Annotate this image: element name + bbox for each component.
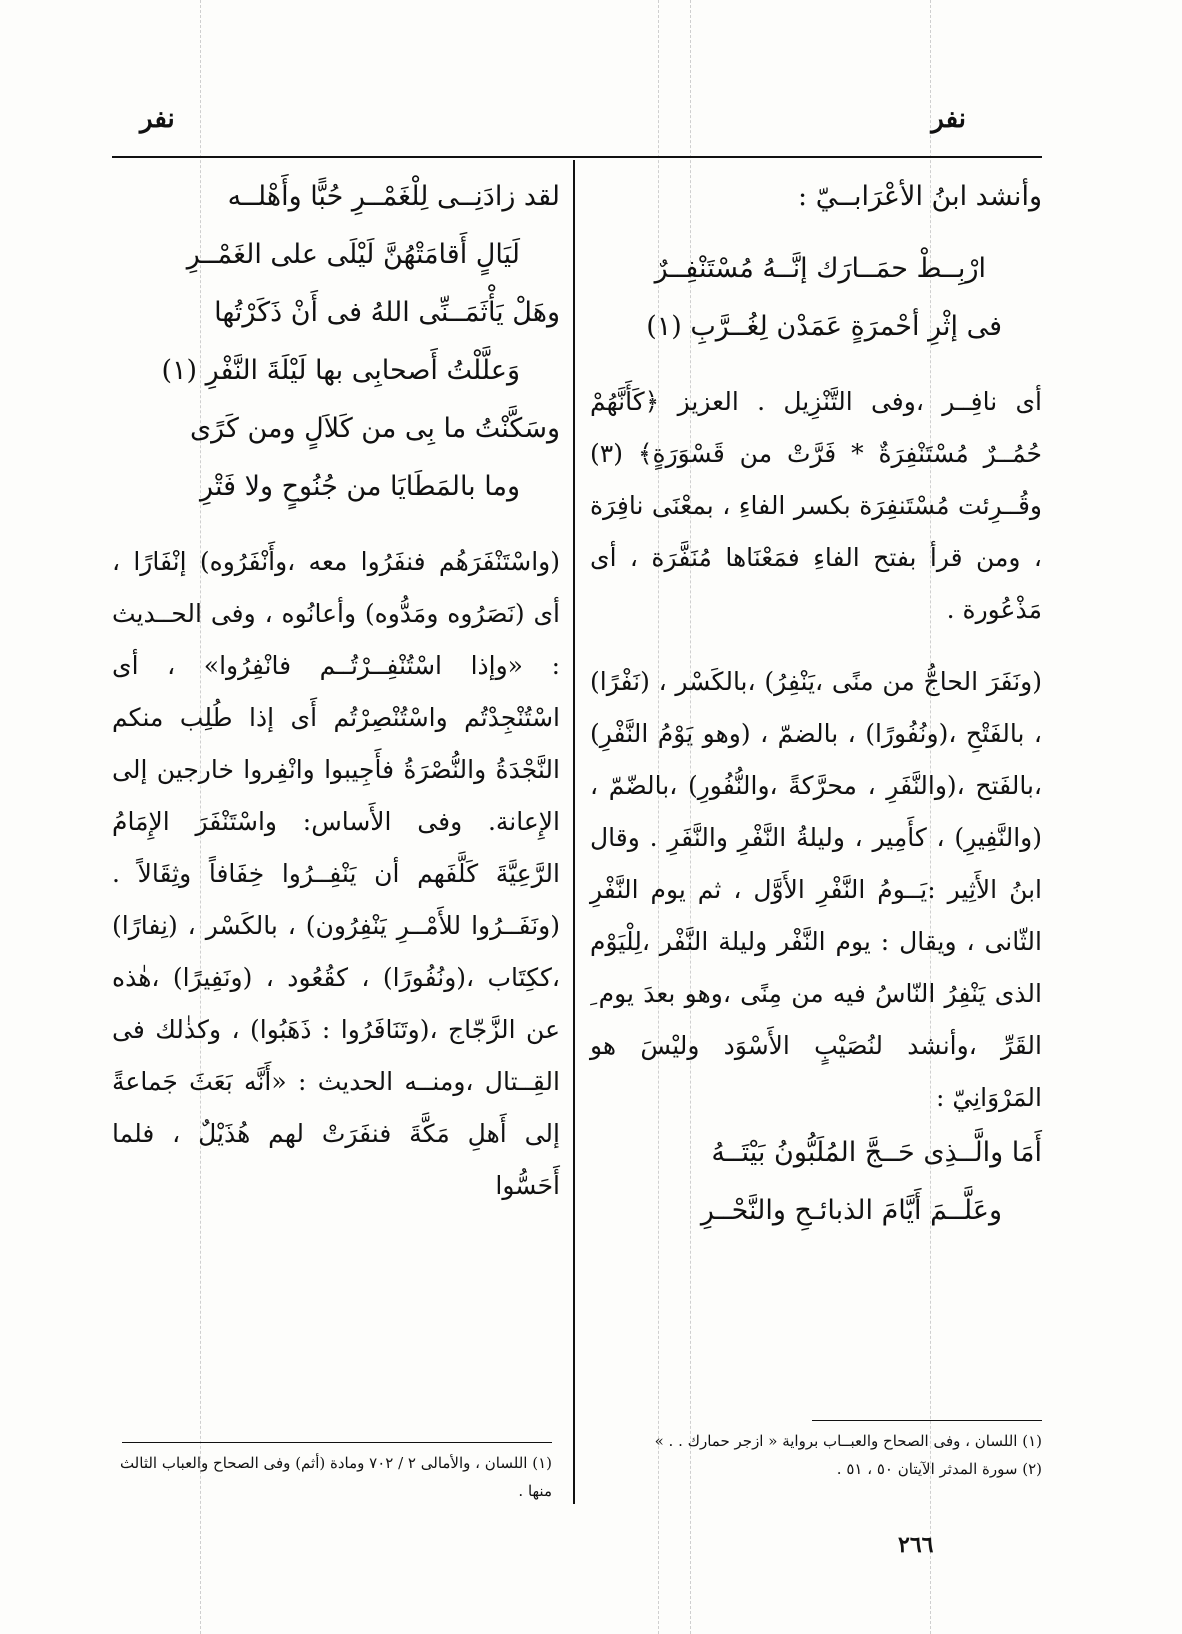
right-footnotes <box>590 1420 1042 1483</box>
verse-intro: وأنشد ابنُ الأعْرَابــيّ : <box>798 181 1042 212</box>
prose-paragraph: (ونَفَرَ الحاجُّ من منًى ،يَنْفِرُ) ،بالكَسْر ، (نَفْرًا) ، بالفَتْحِ ،(ونُفُورًا) ، بالضمّ ، (وهو يَوْمُ النَّفْرِ) ،بالفَتح ،(والنَّفَرِ ، محرَّكةً ،والنُّفُورِ) ،بالضّمّ ،(والنَّفِيرِ) ، كأَمِير ، وليلةُ النَّفْرِ والنَّفَرِ . وقال ابنُ الأَثِير :يَــومُ النَّفْرِ الأَوَّل ، ثم يوم النَّفْرِ الثّانى ، ويقال : يوم النَّفْر وليلة النَّفْر ،لِلْيَوْم الذى يَنْفِرُ النّاسُ فيه من مِنًى ،وهو بعدَ يوم ِ القَرِّ ،وأنشد لنُصَيْبٍ الأَسْوَد وليْسَ هو المَرْوَانِيّ : <box>590 667 1042 1112</box>
verse-line: وسَكَّنْتُ ما بِى من كَلاَلٍ ومن كَرًى <box>190 413 560 444</box>
verse-line: وهَلْ يَأْثَمَــنِّى اللهُ فى أَنْ ذَكَرْتُها <box>214 297 560 328</box>
footnote-rule <box>812 1420 1042 1421</box>
column-divider <box>573 160 575 1504</box>
header-left-word: نفر <box>140 104 175 134</box>
footnote: (١) اللسان ، والأمالى ٢ / ٧٠٢ ومادة (أثم) وفى الصحاح والعباب الثالث منها . <box>119 1454 552 1500</box>
header-right-word: نفر <box>931 104 966 134</box>
left-column <box>112 168 560 1212</box>
header-rule <box>112 156 1042 158</box>
footnote-rule <box>122 1442 552 1443</box>
prose-paragraph: (واسْتَنْفَرَهُم فنفَرُوا معه ،وأَنْفَرُوه) إنْفَارًا ، أى (نَصَرُوه ومَدُّوه) وأعانُوه ، وفى الحــديث : «وإذا اسْتُنْفِــرْتُــم فانْفِرُوا» ، أى اسْتُنْجِدْتُم واسْتُنْصِرْتُم أَى إذا طُلِب منكم النَّجْدَةُ والنُّصْرَةُ فأَجِيبوا وانْفِروا خارجين إلى الإِعانة. وفى الأَساس: واسْتَنْفَرَ الإِمَامُ الرَّعِيَّةَ كَلَّفَهم أن يَنْفِــرُوا خِفَافاً وثِقَالاً . (ونَفَــرُوا للأَمْــرِ يَنْفِرُون) ، بالكَسْر ، (نِفارًا) ،ككِتَاب ،(ونُفُورًا) ، كقُعُود ، (ونَفِيرًا) ،هٰذه عن الزَّجّاج ،(وتَنَافَرُوا : ذَهَبُوا) ، وكذٰلك فى القِــتال ،ومنــه الحديث : «أَنَّه بَعَثَ جَماعةً إلى أَهلِ مَكَّةَ فنفَرَتْ لهم هُذَيْلٌ ، فلما أَحَسُّوا <box>112 547 560 1200</box>
verse-line: وَعلَّلْتُ أَصحابِى بها لَيْلَةَ النَّفْرِ (١) <box>161 355 520 386</box>
verse-line: لقد زادَنِــى لِلْغَمْــرِ حُبًّا وأَهْلــه <box>227 181 560 212</box>
footnote: (٢) سورة المدثر الآيتان ٥٠ ، ٥١ . <box>836 1460 1042 1478</box>
verse-line: وما بالمَطَايَا من جُنُوحٍ ولا فَتْرِ <box>200 471 520 502</box>
footnote: (١) اللسان ، وفى الصحاح والعبــاب برواية « ازجر حمارك . . » <box>654 1432 1042 1450</box>
right-column <box>590 168 1042 1240</box>
verse-line: أَمَا والَّــذِى حَــجَّ المُلَبُّونُ بَيْتَــهُ <box>711 1137 1042 1168</box>
verse-line: ارْبِــطْ حمَــارَك إنَّــهُ مُسْتَنْفِــرٌ <box>654 253 986 284</box>
left-footnotes <box>112 1442 552 1505</box>
verse-line: فى إثْرِ أحْمرَةٍ عَمَدْن لِغُــرَّبِ (١) <box>646 311 1002 342</box>
page-number: ٢٦٦ <box>898 1532 934 1558</box>
verse-line: وعَلَّــمَ أَيَّامَ الذبائـحِ والنَّحْــرِ <box>700 1195 1002 1226</box>
prose-paragraph: أى نافِــر ،وفى التَّنْزِيل . العزيز ﴿كَأَنَّهُمْ حُمُــرٌ مُسْتَنْفِرَةٌ * فَرَّتْ من قَسْوَرَةٍ﴾ (٣) وقُــرِئت مُسْتَنفِرَة بكسر الفاءِ ، بمعْنَى نافِرَة ، ومن قرأ بفتح الفاءِ فمَعْنَاها مُنَفَّرَة ، أى مَذْعُورة . <box>590 387 1042 624</box>
verse-line: لَيَالٍ أَقامَتْهُنَّ لَيْلَى على الغَمْــرِ <box>186 239 520 270</box>
